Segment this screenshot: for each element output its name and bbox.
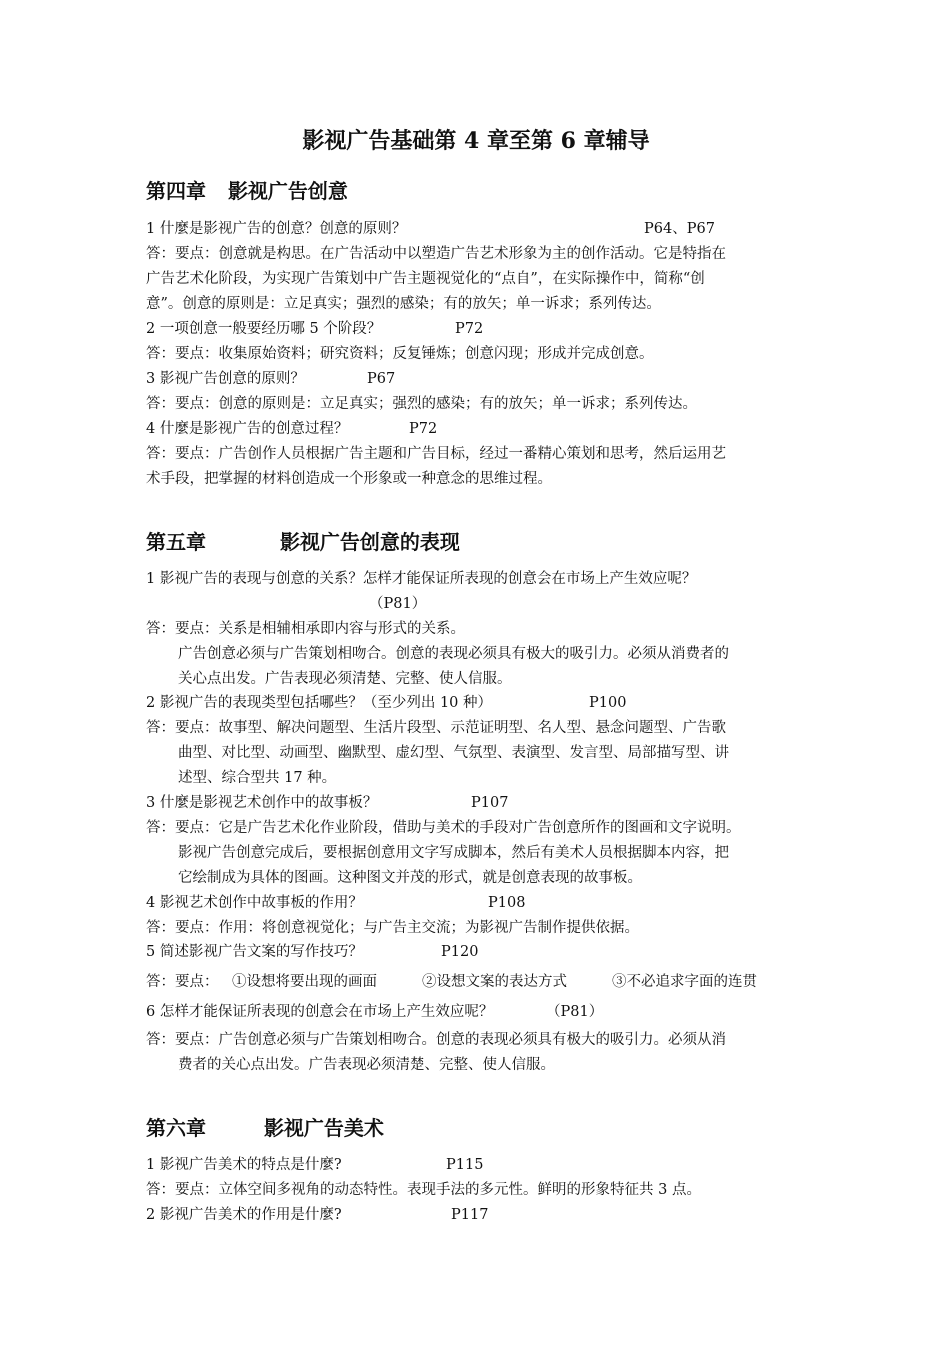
page-reference: P117 [451,1207,489,1223]
answer-item: ②设想文案的表达方式 [422,974,567,990]
answer-line: 答：要点：它是广告艺术化作业阶段，借助与美术的手段对广告创意所作的图画和文字说明。 [146,820,741,836]
answer-line: 答：要点：广告创意必须与广告策划相吻合。创意的表现必须具有极大的吸引力。必须从消 [146,1032,726,1048]
answer-line: 广告艺术化阶段，为实现广告策划中广告主题视觉化的“点自”，在实际操作中，简称“创 [146,271,705,287]
question [146,217,816,241]
page-reference: P67 [367,371,396,387]
question-text: 1 什麼是影视广告的创意？创意的原则？ [146,221,407,237]
answer-line: 费者的关心点出发。广告表现必须清楚、完整、使人信服。 [178,1057,555,1073]
answer-line: 答：要点：立体空间多视角的动态特性。表现手法的多元性。鲜明的形象特征共 3 点。 [146,1182,701,1198]
answer-line: 述型、综合型共 17 种。 [178,770,337,786]
answer-line: 答：要点：广告创作人员根据广告主题和广告目标，经过一番精心策划和思考，然后运用艺 [146,446,726,462]
question: 1 影视广告的表现与创意的关系？怎样才能保证所表现的创意会在市场上产生效应呢？ [146,571,697,587]
chapter-4-heading [146,177,348,205]
answer-line: 影视广告创意完成后，要根据创意用文字写成脚本，然后有美术人员根据脚本内容，把 [178,845,729,861]
answer-line: 答：要点：收集原始资料；研究资料；反复锤炼；创意闪现；形成并完成创意。 [146,346,654,362]
chapter-6-heading [146,1114,384,1142]
page-reference: P120 [441,944,479,960]
question-text: 2 影视广告的表现类型包括哪些？（至少列出 10 种） [146,695,493,711]
answer-line: 关心点出发。广告表现必须清楚、完整、使人信服。 [178,671,512,687]
answer-line [146,970,816,994]
question [146,1153,816,1177]
chapter-4-title: 影视广告创意 [227,179,348,203]
question [146,317,816,341]
answer-line: 答：要点：故事型、解决问题型、生活片段型、示范证明型、名人型、悬念问题型、广告歌 [146,720,726,736]
question [146,367,816,391]
answer-line: 答：要点：创意的原则是：立足真实；强烈的感染；有的放矢；单一诉求；系列传达。 [146,396,697,412]
answer-line: 答：要点：关系是相辅相承即内容与形式的关系。 [146,621,465,637]
question-text: 2 影视广告美术的作用是什麼? [146,1207,342,1223]
answer-line: 答：要点：作用：将创意视觉化；与广告主交流；为影视广告制作提供依据。 [146,920,639,936]
question [146,940,816,964]
chapter-4-number: 第四章 [146,179,206,203]
answer-item: ③不必追求字面的连贯 [612,974,757,990]
page-reference: P115 [446,1157,484,1173]
question [146,1203,816,1227]
page-reference: （P81） [546,1004,604,1020]
page-reference: P107 [471,795,509,811]
chapter-6-number: 第六章 [146,1116,206,1140]
page-reference: P72 [409,421,438,437]
chapter-5-heading [146,528,460,556]
question-text: 4 什麼是影视广告的创意过程？ [146,421,349,437]
answer-line: 术手段，把掌握的材料创造成一个形象或一种意念的思维过程。 [146,471,552,487]
answer-line: 广告创意必须与广告策划相吻合。创意的表现必须具有极大的吸引力。必须从消费者的 [178,646,729,662]
question [146,891,816,915]
answer-line: 曲型、对比型、动画型、幽默型、虚幻型、气氛型、表演型、发言型、局部描写型、讲 [178,745,729,761]
answer-prefix: 答：要点： [146,974,219,990]
question-text: 5 简述影视广告文案的写作技巧？ [146,944,363,960]
question [146,691,816,715]
answer-line: 它绘制成为具体的图画。这种图文并茂的形式，就是创意表现的故事板。 [178,870,642,886]
question [146,791,816,815]
question-text: 4 影视艺术创作中故事板的作用？ [146,895,363,911]
answer-line: 答：要点：创意就是构思。在广告活动中以塑造广告艺术形象为主的创作活动。它是特指在 [146,246,726,262]
chapter-6-title: 影视广告美术 [263,1116,384,1140]
question [146,1000,816,1024]
question [146,417,816,441]
page-reference: P100 [589,695,627,711]
answer-item: ①设想将要出现的画面 [232,974,377,990]
chapter-5-number: 第五章 [146,530,206,554]
chapter-5-title: 影视广告创意的表现 [279,530,460,554]
question-text: 3 什麼是影视艺术创作中的故事板？ [146,795,378,811]
question-text: 3 影视广告创意的原则？ [146,371,305,387]
question-text: 2 一项创意一般要经历哪 5 个阶段？ [146,321,382,337]
document-title: 影视广告基础第 4 章至第 6 章辅导 [302,128,650,154]
page-reference: P108 [488,895,526,911]
page-reference: P72 [455,321,484,337]
question-text: 6 怎样才能保证所表现的创意会在市场上产生效应呢？ [146,1004,494,1020]
answer-line: 意”。创意的原则是：立足真实；强烈的感染；有的放矢；单一诉求；系列传达。 [146,296,661,312]
question-text: 1 影视广告美术的特点是什麼? [146,1157,342,1173]
page-reference: P64、P67 [644,221,715,237]
page-reference: （P81） [369,596,427,612]
